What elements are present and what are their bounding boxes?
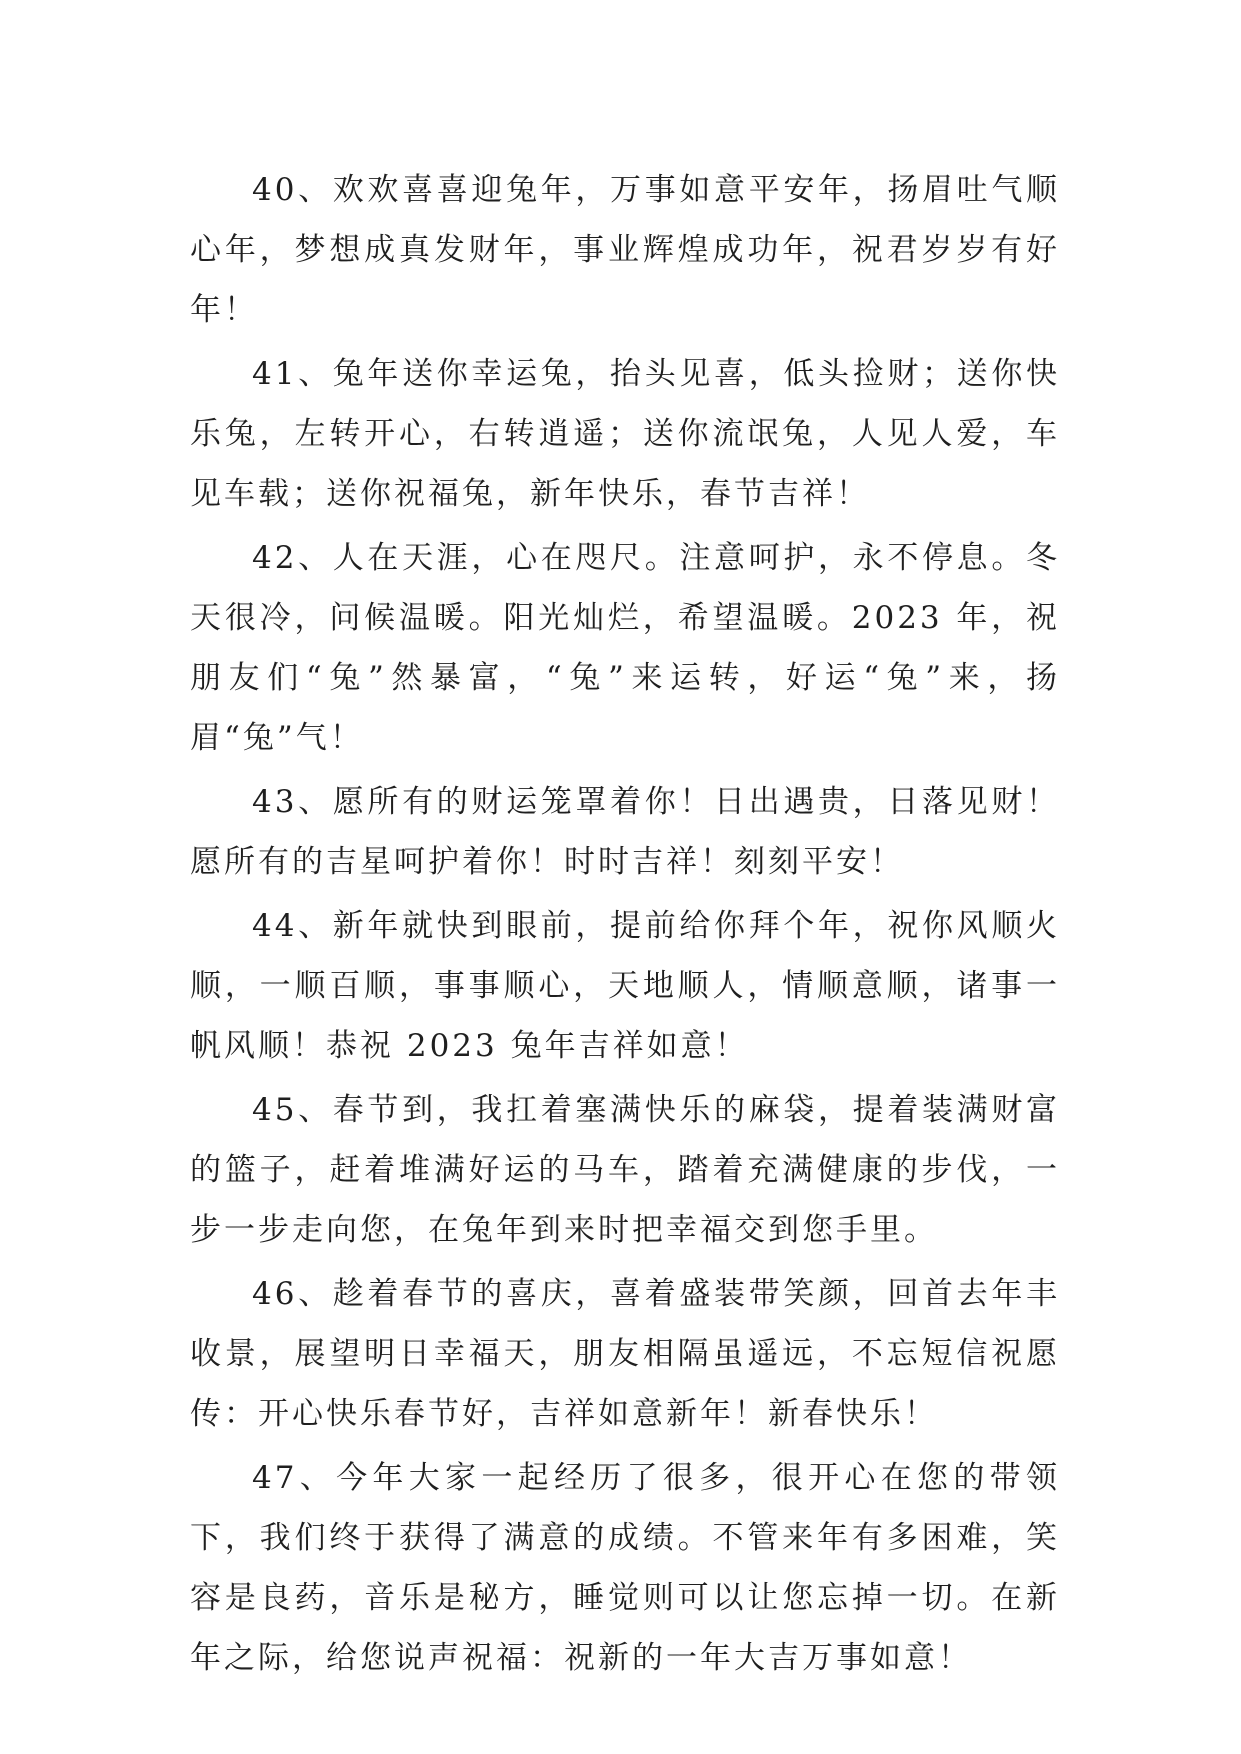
paragraph-41: 41、兔年送你幸运兔，抬头见喜，低头捡财；送你快乐兔，左转开心，右转逍遥；送你流氓兔，人见人爱，车见车载；送你祝福兔，新年快乐，春节吉祥！ — [190, 356, 1060, 512]
paragraph-40: 40、欢欢喜喜迎兔年，万事如意平安年，扬眉吐气顺心年，梦想成真发财年，事业辉煌成功年，祝君岁岁有好年！ — [190, 172, 1060, 328]
paragraph-43: 43、愿所有的财运笼罩着你！日出遇贵，日落见财！愿所有的吉星呵护着你！时时吉祥！刻刻平安！ — [190, 784, 1060, 880]
paragraph-44: 44、新年就快到眼前，提前给你拜个年，祝你风顺火顺，一顺百顺，事事顺心，天地顺人，情顺意顺，诸事一帆风顺！恭祝 2023 兔年吉祥如意！ — [190, 908, 1060, 1064]
paragraph-47: 47、今年大家一起经历了很多，很开心在您的带领下，我们终于获得了满意的成绩。不管来年有多困难，笑容是良药，音乐是秘方，睡觉则可以让您忘掉一切。在新年之际，给您说声祝福：祝新的一年大吉万事如意！ — [190, 1460, 1060, 1676]
paragraph-46: 46、趁着春节的喜庆，喜着盛装带笑颜，回首去年丰收景，展望明日幸福天，朋友相隔虽遥远，不忘短信祝愿传：开心快乐春节好，吉祥如意新年！新春快乐！ — [190, 1276, 1060, 1432]
paragraph-45: 45、春节到，我扛着塞满快乐的麻袋，提着装满财富的篮子，赶着堆满好运的马车，踏着充满健康的步伐，一步一步走向您，在兔年到来时把幸福交到您手里。 — [190, 1092, 1060, 1248]
paragraph-42: 42、人在天涯，心在咫尺。注意呵护，永不停息。冬天很冷，问候温暖。阳光灿烂，希望温暖。2023 年，祝朋友们“兔”然暴富，“兔”来运转，好运“兔”来，扬眉“兔”气！ — [190, 540, 1060, 756]
document-body — [190, 160, 1060, 1692]
